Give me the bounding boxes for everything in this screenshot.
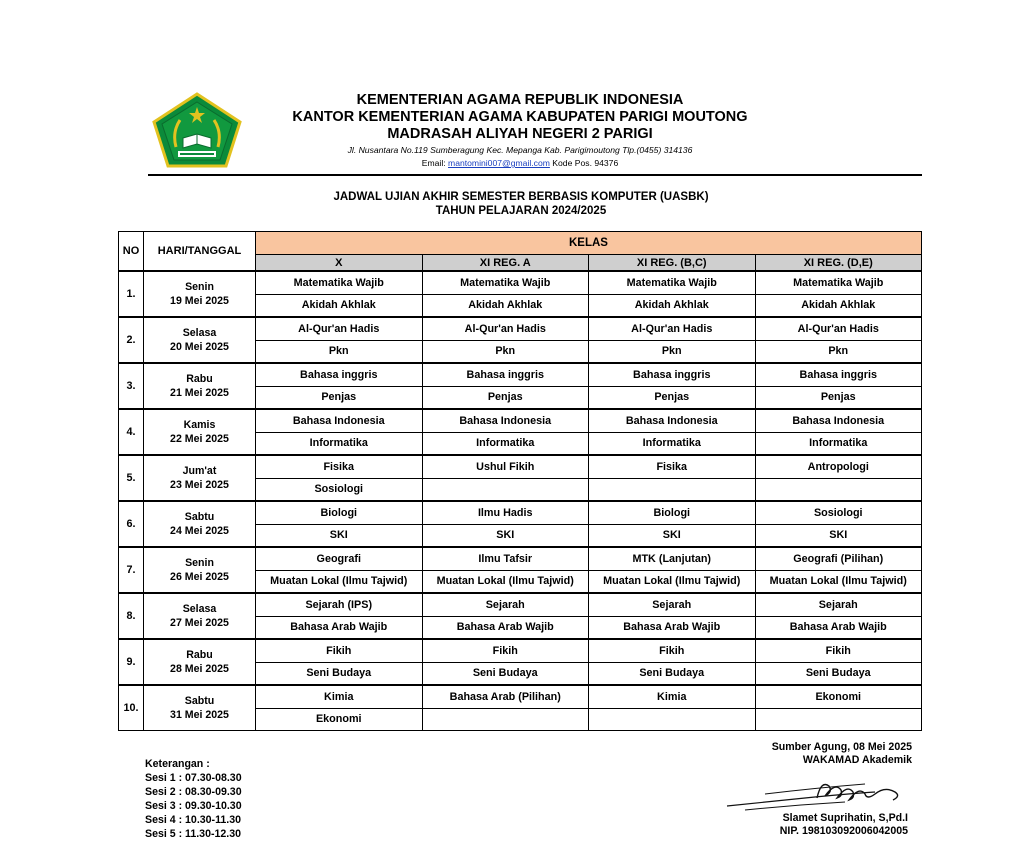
subject-cell: Al-Qur'an Hadis — [755, 317, 922, 340]
sign-place-date: Sumber Agung, 08 Mei 2025 — [771, 741, 912, 753]
subject-cell: Pkn — [422, 340, 589, 363]
subject-cell: Penjas — [422, 386, 589, 409]
row-number: 5. — [119, 455, 144, 501]
row-number: 10. — [119, 685, 144, 731]
day-date-cell — [144, 363, 256, 409]
subject-cell: Bahasa Arab Wajib — [256, 616, 423, 639]
subject-cell: Matematika Wajib — [256, 271, 423, 294]
subject-cell: Penjas — [589, 386, 756, 409]
header-no: NO — [119, 232, 144, 272]
day-date-cell — [144, 501, 256, 547]
sign-role: WAKAMAD Akademik — [802, 754, 912, 766]
day-name: Senin — [185, 281, 214, 293]
subject-cell — [755, 708, 922, 731]
exam-date: 31 Mei 2025 — [170, 709, 229, 721]
subject-cell: Ushul Fikih — [422, 455, 589, 478]
header-class-x: X — [256, 255, 423, 272]
subject-cell: Matematika Wajib — [755, 271, 922, 294]
subject-cell: Informatika — [589, 432, 756, 455]
header-divider — [148, 174, 922, 176]
session-item: Sesi 4 : 10.30-11.30 — [145, 814, 242, 826]
subject-cell: Bahasa inggris — [755, 363, 922, 386]
subject-cell: Sejarah (IPS) — [256, 593, 423, 616]
signatory-nip: NIP. 198103092006042005 — [779, 825, 908, 837]
postal-code: Kode Pos. 94376 — [552, 158, 619, 168]
subject-cell: Kimia — [256, 685, 423, 708]
document-title — [120, 190, 922, 218]
subject-cell: Geografi (Pilihan) — [755, 547, 922, 570]
subject-cell: Bahasa inggris — [422, 363, 589, 386]
subject-cell: SKI — [422, 524, 589, 547]
subject-cell: Bahasa Arab Wajib — [755, 616, 922, 639]
subject-cell: Fikih — [256, 639, 423, 662]
subject-cell: Ilmu Hadis — [422, 501, 589, 524]
title-line-1: JADWAL UJIAN AKHIR SEMESTER BERBASIS KOMPUTER (UASBK) — [333, 191, 709, 203]
header-kelas: KELAS — [256, 232, 922, 255]
subject-cell: Fikih — [589, 639, 756, 662]
subject-cell: Muatan Lokal (Ilmu Tajwid) — [422, 570, 589, 593]
kemenag-logo — [150, 92, 244, 168]
email-label: Email: — [421, 158, 446, 168]
row-number: 4. — [119, 409, 144, 455]
exam-date: 26 Mei 2025 — [170, 571, 229, 583]
subject-cell — [422, 708, 589, 731]
subject-cell: Pkn — [755, 340, 922, 363]
subject-cell: Akidah Akhlak — [589, 294, 756, 317]
day-date-cell — [144, 271, 256, 317]
subject-cell: Informatika — [422, 432, 589, 455]
subject-cell: Bahasa Arab Wajib — [589, 616, 756, 639]
subject-cell: Fisika — [256, 455, 423, 478]
session-item: Sesi 5 : 11.30-12.30 — [145, 828, 242, 840]
row-number: 9. — [119, 639, 144, 685]
subject-cell: Geografi — [256, 547, 423, 570]
day-name: Selasa — [182, 603, 217, 615]
subject-cell: Al-Qur'an Hadis — [422, 317, 589, 340]
ministry-name: KEMENTERIAN AGAMA REPUBLIK INDONESIA — [356, 92, 684, 108]
exam-date: 23 Mei 2025 — [170, 479, 229, 491]
row-number: 6. — [119, 501, 144, 547]
subject-cell: Seni Budaya — [256, 662, 423, 685]
row-number: 3. — [119, 363, 144, 409]
day-date-cell — [144, 639, 256, 685]
table-row — [119, 271, 922, 294]
subject-cell: Sosiologi — [256, 478, 423, 501]
subject-cell: Muatan Lokal (Ilmu Tajwid) — [256, 570, 423, 593]
subject-cell: Fikih — [755, 639, 922, 662]
day-date-cell — [144, 685, 256, 731]
day-date-cell — [144, 593, 256, 639]
subject-cell — [589, 708, 756, 731]
session-item: Sesi 1 : 07.30-08.30 — [145, 772, 242, 784]
handwritten-signature — [725, 772, 910, 814]
table-row — [119, 685, 922, 708]
subject-cell: Muatan Lokal (Ilmu Tajwid) — [589, 570, 756, 593]
day-date-cell — [144, 547, 256, 593]
day-name: Kamis — [183, 419, 216, 431]
table-row — [119, 639, 922, 662]
email-link[interactable]: mantomini007@gmail.com — [448, 158, 550, 168]
exam-date: 22 Mei 2025 — [170, 433, 229, 445]
subject-cell: Bahasa Indonesia — [755, 409, 922, 432]
subject-cell: Bahasa Indonesia — [589, 409, 756, 432]
exam-date: 24 Mei 2025 — [170, 525, 229, 537]
header-class-xi-reg-a: XI REG. A — [422, 255, 589, 272]
header-day-date: HARI/TANGGAL — [144, 232, 256, 272]
subject-cell: Al-Qur'an Hadis — [589, 317, 756, 340]
table-row — [119, 455, 922, 478]
row-number: 8. — [119, 593, 144, 639]
subject-cell: Matematika Wajib — [589, 271, 756, 294]
table-row — [119, 501, 922, 524]
subject-cell: Seni Budaya — [422, 662, 589, 685]
subject-cell: Ekonomi — [755, 685, 922, 708]
office-name: KANTOR KEMENTERIAN AGAMA KABUPATEN PARIGI MOUTONG — [292, 109, 748, 125]
row-number: 7. — [119, 547, 144, 593]
subject-cell: Al-Qur'an Hadis — [256, 317, 423, 340]
signatory — [700, 812, 908, 838]
day-date-cell — [144, 317, 256, 363]
subject-cell: Seni Budaya — [589, 662, 756, 685]
letterhead — [250, 92, 790, 169]
subject-cell: Sejarah — [755, 593, 922, 616]
subject-cell: Pkn — [256, 340, 423, 363]
day-date-cell — [144, 409, 256, 455]
subject-cell: Biologi — [256, 501, 423, 524]
exam-date: 20 Mei 2025 — [170, 341, 229, 353]
day-name: Jum'at — [182, 465, 217, 477]
subject-cell — [422, 478, 589, 501]
subject-cell: Muatan Lokal (Ilmu Tajwid) — [755, 570, 922, 593]
exam-date: 19 Mei 2025 — [170, 295, 229, 307]
subject-cell: Ilmu Tafsir — [422, 547, 589, 570]
signature-block — [700, 741, 912, 767]
subject-cell: Fikih — [422, 639, 589, 662]
day-name: Senin — [185, 557, 214, 569]
subject-cell: Akidah Akhlak — [256, 294, 423, 317]
subject-cell: Akidah Akhlak — [422, 294, 589, 317]
session-item: Sesi 2 : 08.30-09.30 — [145, 786, 242, 798]
subject-cell: Bahasa inggris — [589, 363, 756, 386]
subject-cell: Pkn — [589, 340, 756, 363]
session-item: Sesi 3 : 09.30-10.30 — [145, 800, 242, 812]
subject-cell: Matematika Wajib — [422, 271, 589, 294]
day-date-cell — [144, 455, 256, 501]
subject-cell: Informatika — [256, 432, 423, 455]
subject-cell: Penjas — [256, 386, 423, 409]
header-class-xi-reg-bc: XI REG. (B,C) — [589, 255, 756, 272]
subject-cell: Bahasa Indonesia — [256, 409, 423, 432]
subject-cell: Sosiologi — [755, 501, 922, 524]
subject-cell: Antropologi — [755, 455, 922, 478]
subject-cell: Ekonomi — [256, 708, 423, 731]
exam-schedule-table — [118, 231, 922, 731]
exam-date: 28 Mei 2025 — [170, 663, 229, 675]
subject-cell: Sejarah — [589, 593, 756, 616]
subject-cell: Fisika — [589, 455, 756, 478]
school-address: Jl. Nusantara No.119 Sumberagung Kec. Mepanga Kab. Parigimoutong Tlp.(0455) 314136 — [347, 145, 693, 155]
exam-date: 27 Mei 2025 — [170, 617, 229, 629]
subject-cell: Bahasa Arab Wajib — [422, 616, 589, 639]
table-row — [119, 409, 922, 432]
signatory-name: Slamet Suprihatin, S,Pd.I — [782, 812, 908, 824]
subject-cell: SKI — [755, 524, 922, 547]
table-row — [119, 363, 922, 386]
subject-cell: Seni Budaya — [755, 662, 922, 685]
day-name: Selasa — [182, 327, 217, 339]
exam-date: 21 Mei 2025 — [170, 387, 229, 399]
day-name: Sabtu — [184, 511, 215, 523]
subject-cell: SKI — [589, 524, 756, 547]
subject-cell: Biologi — [589, 501, 756, 524]
legend-label: Keterangan : — [145, 758, 210, 770]
subject-cell: SKI — [256, 524, 423, 547]
day-name: Sabtu — [184, 695, 215, 707]
school-name: MADRASAH ALIYAH NEGERI 2 PARIGI — [387, 126, 653, 142]
header-class-xi-reg-de: XI REG. (D,E) — [755, 255, 922, 272]
subject-cell: Penjas — [755, 386, 922, 409]
row-number: 1. — [119, 271, 144, 317]
session-legend — [145, 757, 242, 841]
subject-cell — [755, 478, 922, 501]
subject-cell — [589, 478, 756, 501]
subject-cell: MTK (Lanjutan) — [589, 547, 756, 570]
subject-cell: Sejarah — [422, 593, 589, 616]
subject-cell: Bahasa inggris — [256, 363, 423, 386]
day-name: Rabu — [186, 373, 213, 385]
subject-cell: Informatika — [755, 432, 922, 455]
title-line-2: TAHUN PELAJARAN 2024/2025 — [435, 205, 607, 217]
subject-cell: Akidah Akhlak — [755, 294, 922, 317]
subject-cell: Bahasa Arab (Pilihan) — [422, 685, 589, 708]
table-row — [119, 593, 922, 616]
subject-cell: Kimia — [589, 685, 756, 708]
subject-cell: Bahasa Indonesia — [422, 409, 589, 432]
table-row — [119, 317, 922, 340]
day-name: Rabu — [186, 649, 213, 661]
row-number: 2. — [119, 317, 144, 363]
contact-line — [250, 157, 790, 169]
table-row — [119, 547, 922, 570]
